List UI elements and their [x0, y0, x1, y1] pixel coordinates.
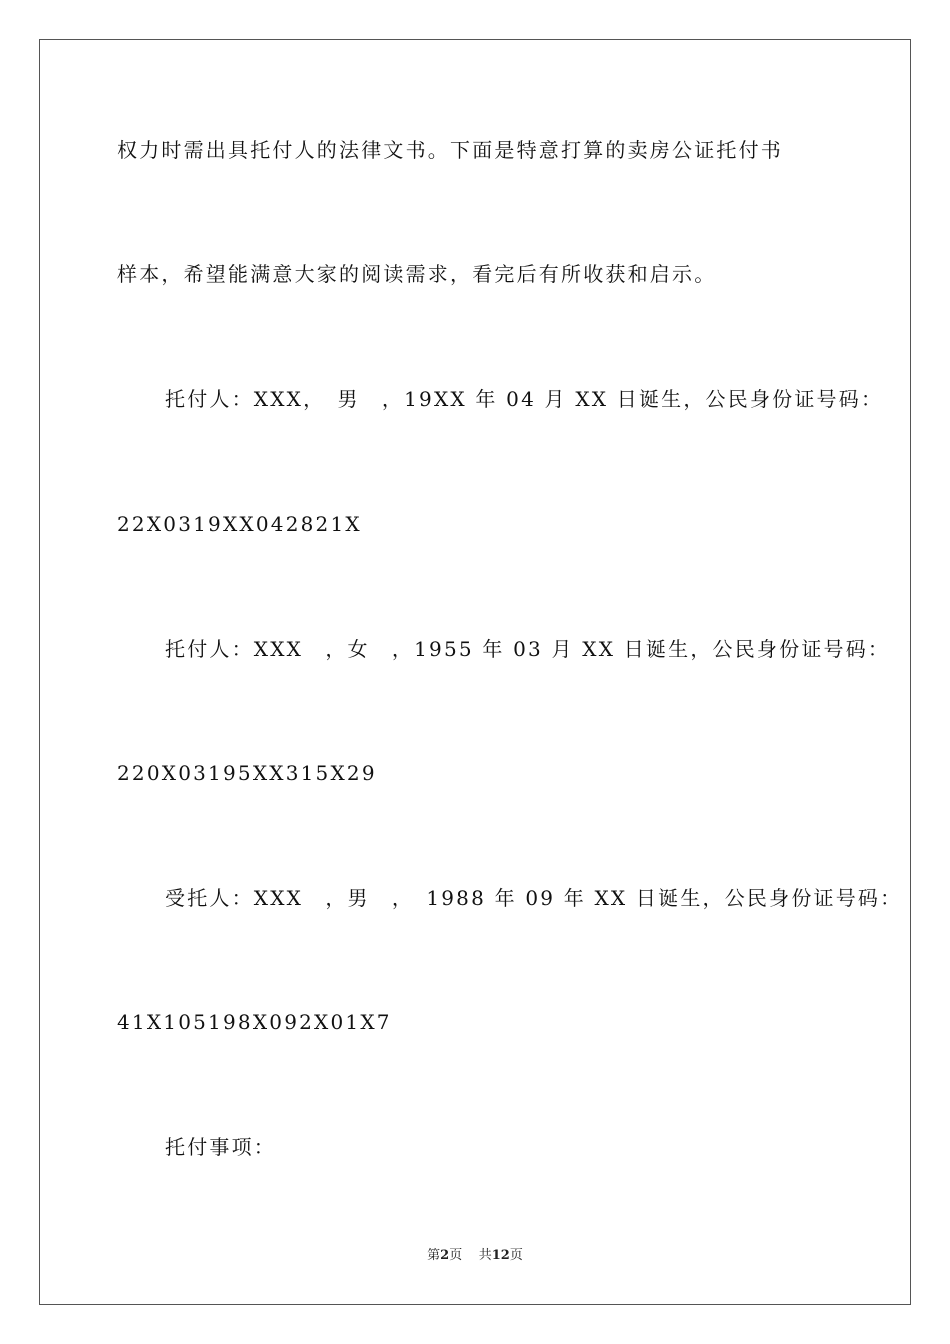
footer-page-prefix: 第 [427, 1248, 441, 1263]
agent-id-number: 41X105198X092X01X7 [117, 1010, 392, 1034]
paragraph-line-2: 样本，希望能满意大家的阅读需求，看完后有所收获和启示。 [117, 262, 717, 286]
paragraph-line-1: 权力时需出具托付人的法律文书。下面是特意打算的卖房公证托付书 [117, 138, 783, 162]
principal-1-line: 托付人：XXX， 男 ，19XX 年 04 月 XX 日诞生，公民身份证号码： [165, 387, 884, 411]
entrusted-matters-heading: 托付事项： [165, 1135, 276, 1159]
footer-total-suffix: 页 [509, 1248, 523, 1263]
agent-line: 受托人：XXX ，男 ， 1988 年 09 年 XX 日诞生，公民身份证号码： [165, 886, 903, 910]
footer-page-suffix: 页 [449, 1248, 463, 1263]
footer-total-pages: 12 [491, 1248, 510, 1263]
principal-1-id-number: 22X0319XX042821X [117, 512, 362, 536]
page-footer [0, 1246, 950, 1266]
footer-page-number: 2 [440, 1248, 450, 1263]
principal-2-id-number: 220X03195XX315X29 [117, 761, 377, 785]
footer-total-prefix: 共 [478, 1248, 492, 1263]
principal-2-line: 托付人：XXX ，女 ，1955 年 03 月 XX 日诞生，公民身份证号码： [165, 637, 891, 661]
page-border [39, 39, 911, 1305]
